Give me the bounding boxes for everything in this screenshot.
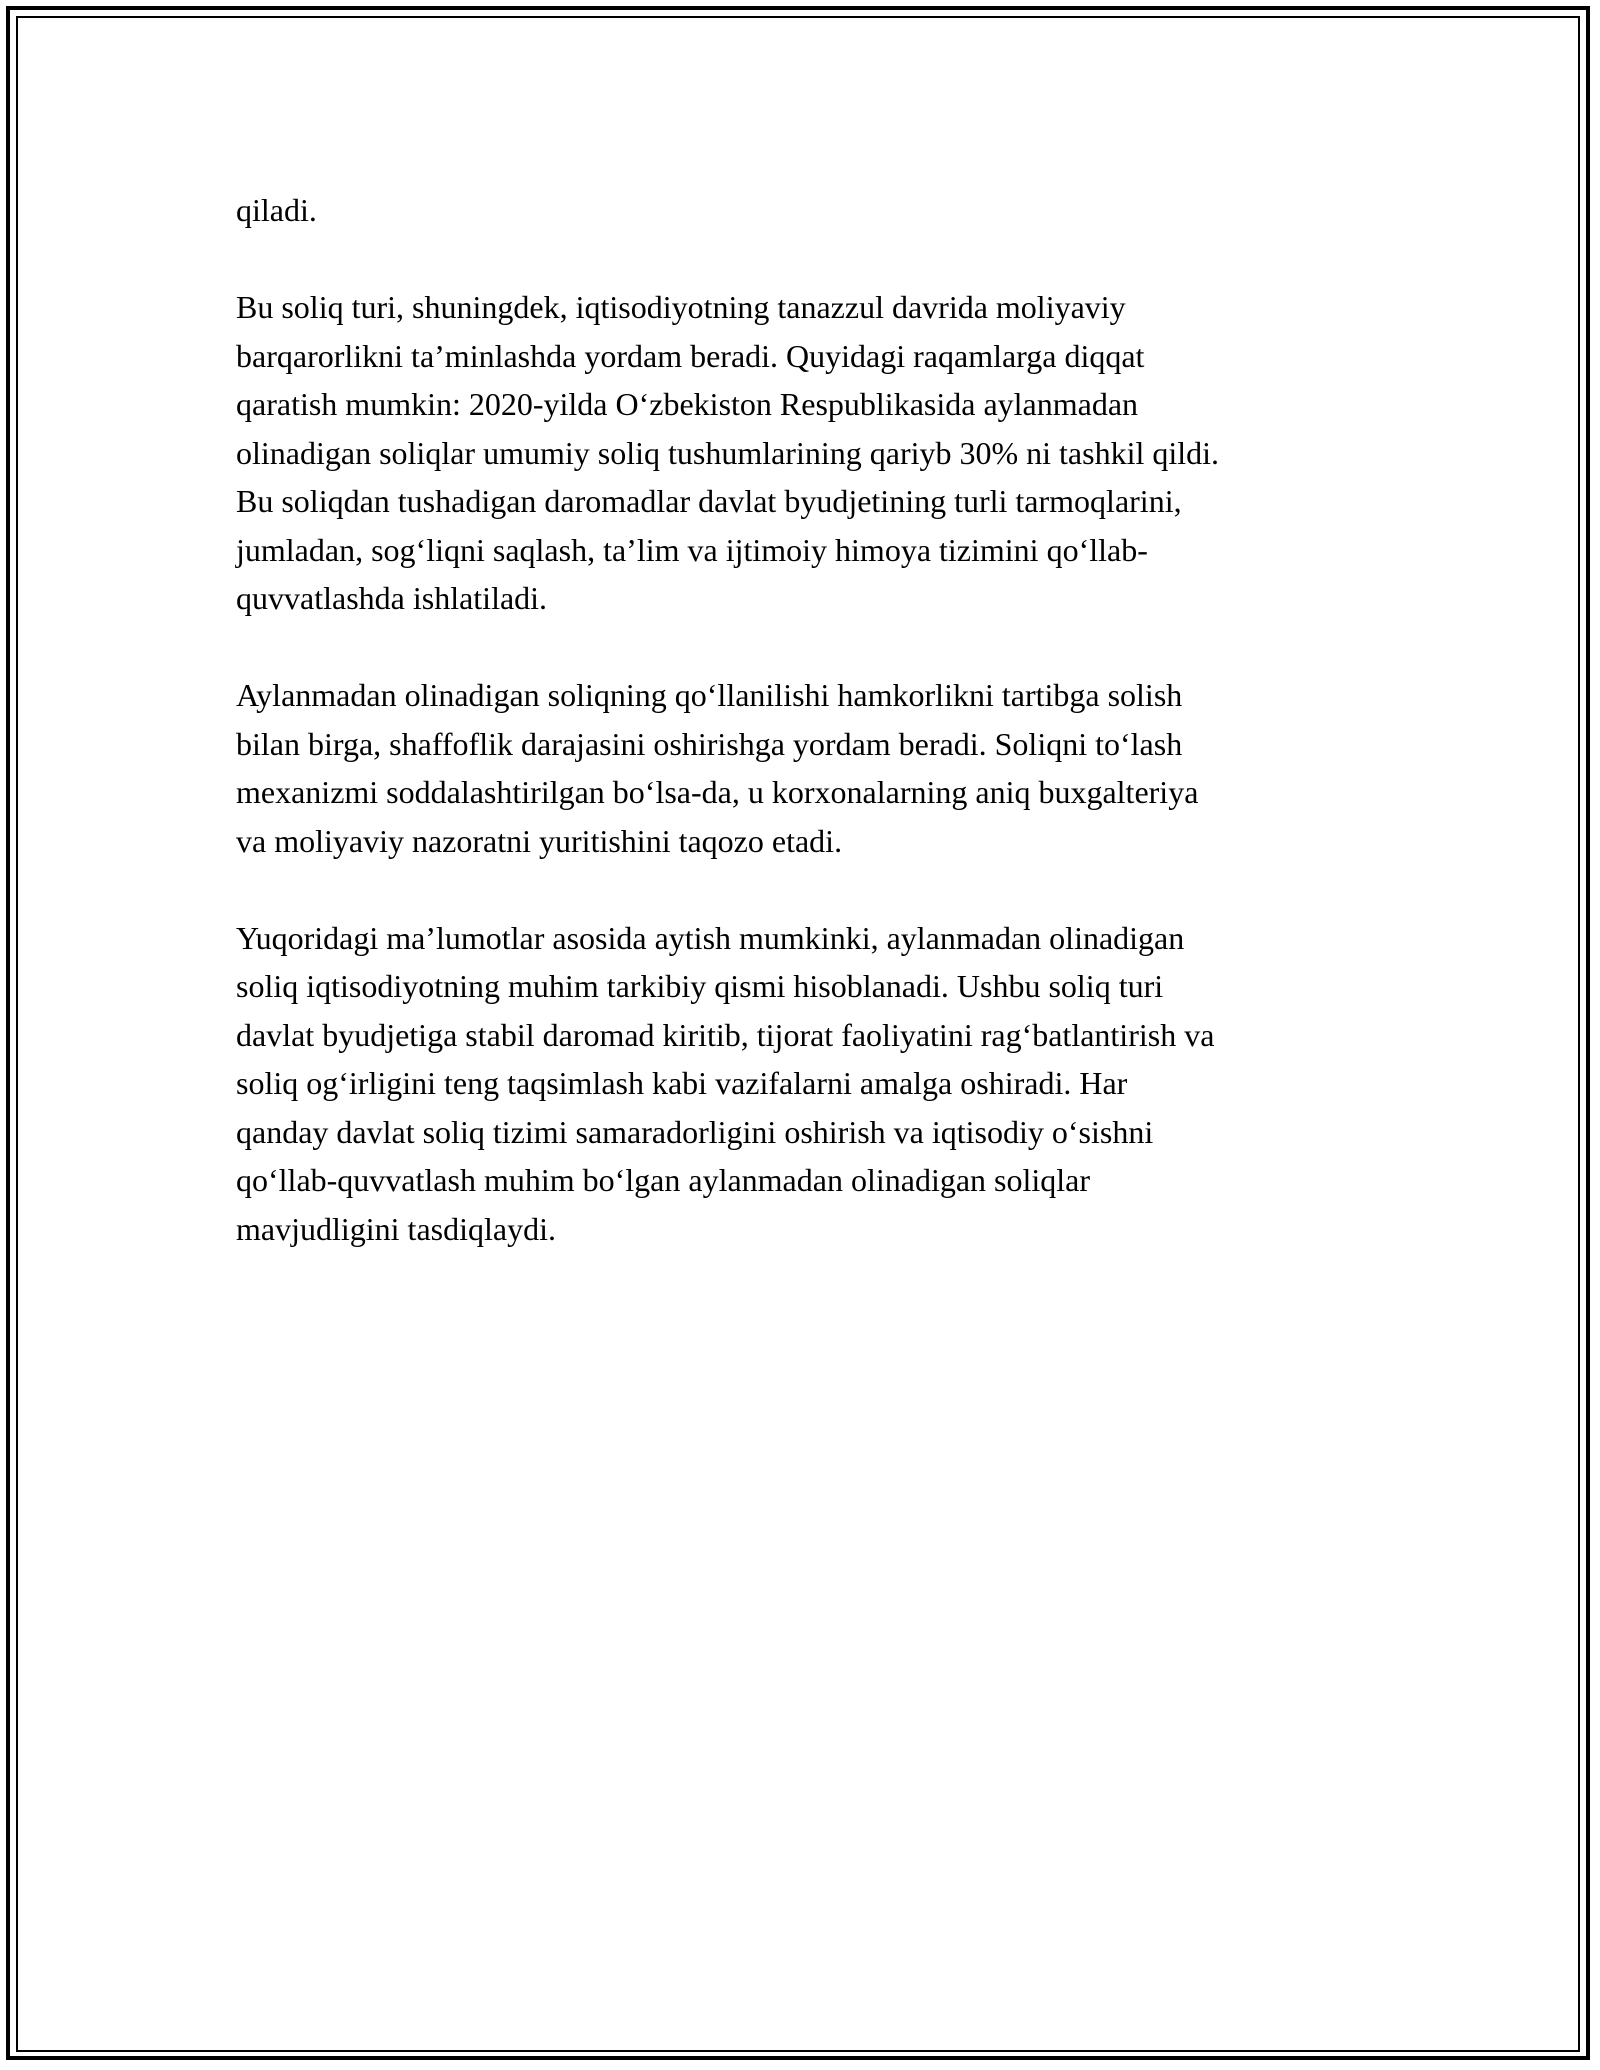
- paragraph-4: Yuqoridagi ma’lumotlar asosida aytish mumkinki, aylanmadan olinadigan soliq iqtisodiyotning muhim tarkibiy qismi hisoblanadi. Ushbu soliq turi davlat byudjetiga stabil daromad kiritib, tijorat faoliyatini rag‘batlantirish va soliq og‘irligini teng taqsimlash kabi vazifalarni amalga oshiradi. Har qanday davlat soliq tizimi samaradorligini oshirish va iqtisodiy o‘sishni qo‘llab-quvvatlash muhim bo‘lgan aylanmadan olinadigan soliqlar mavjudligini tasdiqlaydi.: [236, 919, 1215, 1247]
- document-body: [236, 186, 1386, 1302]
- paragraph-3: Aylanmadan olinadigan soliqning qo‘llanilishi hamkorlikni tartibga solish bilan birga, shaffoflik darajasini oshirishga yordam beradi. Soliqni to‘lash mexanizmi soddalashtirilgan bo‘lsa-da, u korxonalarning aniq buxgalteriya va moliyaviy nazoratni yuritishini taqozo etadi.: [236, 677, 1199, 859]
- paragraph-2: Bu soliq turi, shuningdek, iqtisodiyotning tanazzul davrida moliyaviy barqarorlikni ta’minlashda yordam beradi. Quyidagi raqamlarga diqqat qaratish mumkin: 2020-yilda O‘zbekiston Respublikasida aylanmadan olinadigan soliqlar umumiy soliq tushumlarining qariyb 30% ni tashkil qildi. Bu soliqdan tushadigan daromadlar davlat byudjetining turli tarmoqlarini, jumladan, sog‘liqni saqlash, ta’lim va ijtimoiy himoya tizimini qo‘llab- quvvatlashda ishlatiladi.: [236, 289, 1220, 616]
- paragraph-1: qiladi.: [236, 192, 317, 228]
